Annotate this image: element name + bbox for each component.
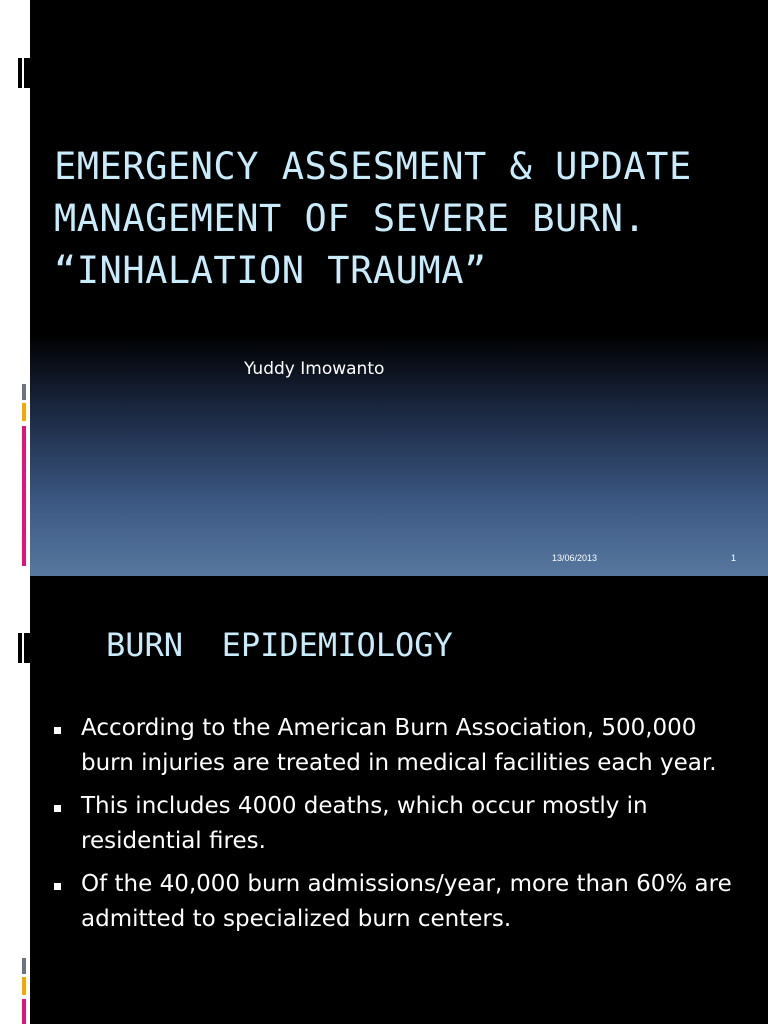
gray-accent-bar [22,958,26,974]
black-tab-marker [18,58,22,88]
pink-accent-bar [22,999,26,1024]
list-item [52,711,742,781]
title-line-1: EMERGENCY ASSESMENT & UPDATE [54,145,692,188]
pink-accent-bar [22,426,26,566]
slide-date: 13/06/2013 [552,553,598,563]
black-tab-marker [24,633,30,663]
bullet-text: Of the 40,000 burn admissions/year, more than 60% are admitted to specialized burn centers. [81,871,732,932]
title-line-3: “INHALATION TRAUMA” [54,249,487,292]
square-bullet-icon [54,883,61,890]
slide-2-title: BURN EPIDEMIOLOGY [106,626,453,664]
slide-1 [30,0,768,576]
bullet-text: According to the American Burn Association, 500,000 burn injuries are treated in medical facilities each year. [81,715,717,776]
slide-2 [30,576,768,1024]
square-bullet-icon [54,727,61,734]
gold-accent-bar [22,403,26,421]
author-name: Yuddy Imowanto [244,359,385,379]
list-item [52,789,742,859]
slide-1-title [54,141,754,297]
gray-accent-bar [22,384,26,400]
bullet-list [52,711,742,945]
black-tab-marker [24,58,30,88]
title-line-2: MANAGEMENT OF SEVERE BURN. [54,197,647,240]
slide-number: 1 [731,553,737,563]
gold-accent-bar [22,977,26,995]
bullet-text: This includes 4000 deaths, which occur mostly in residential fires. [81,793,648,854]
black-tab-marker [18,633,22,663]
square-bullet-icon [54,805,61,812]
list-item [52,867,742,937]
